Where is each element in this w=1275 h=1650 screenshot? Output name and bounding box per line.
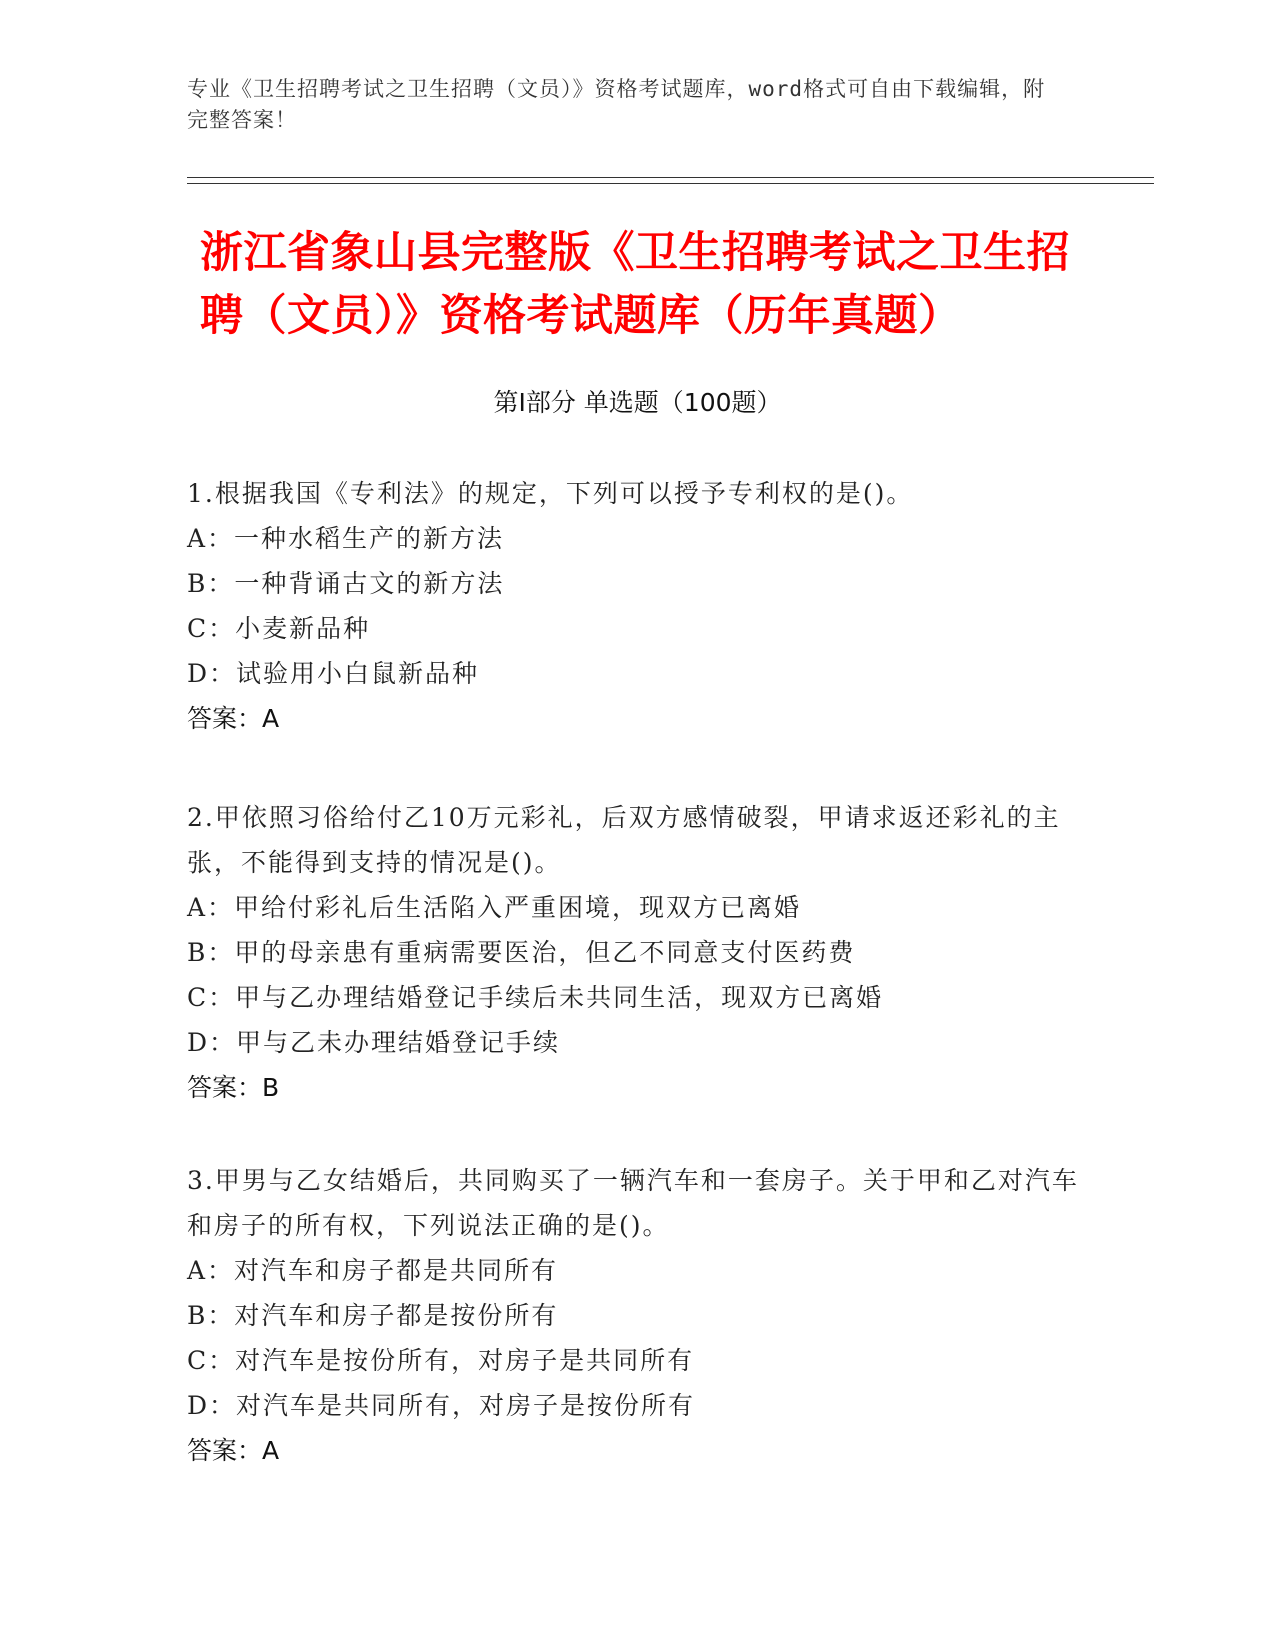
- question-stem: 2.甲依照习俗给付乙10万元彩礼，后双方感情破裂，甲请求返还彩礼的主张，不能得到支持的情况是()。: [187, 803, 1061, 877]
- option-a: A：对汽车和房子都是共同所有: [187, 1256, 559, 1285]
- answer: 答案：A: [187, 704, 280, 733]
- option-c: C：对汽车是按份所有，对房子是共同所有: [187, 1346, 695, 1375]
- question-2: [187, 795, 1087, 1110]
- option-d: D：甲与乙未办理结婚登记手续: [187, 1028, 561, 1057]
- option-b: B：甲的母亲患有重病需要医治，但乙不同意支付医药费: [187, 938, 856, 967]
- header-divider-top: [187, 177, 1154, 178]
- option-b: B：一种背诵古文的新方法: [187, 569, 505, 598]
- option-a: A：甲给付彩礼后生活陷入严重困境，现双方已离婚: [187, 893, 802, 922]
- question-3: [187, 1158, 1087, 1473]
- header-note: 专业《卫生招聘考试之卫生招聘（文员）》资格考试题库，word格式可自由下载编辑，附完整答案！: [187, 77, 1046, 132]
- option-a: A：一种水稻生产的新方法: [187, 524, 505, 553]
- option-b: B：对汽车和房子都是按份所有: [187, 1301, 559, 1330]
- header-divider-bottom: [187, 183, 1154, 184]
- question-stem: 3.甲男与乙女结婚后，共同购买了一辆汽车和一套房子。关于甲和乙对汽车和房子的所有权，下列说法正确的是()。: [187, 1166, 1079, 1240]
- question-stem: 1.根据我国《专利法》的规定，下列可以授予专利权的是()。: [187, 479, 914, 508]
- answer: 答案：B: [187, 1073, 280, 1102]
- option-c: C：甲与乙办理结婚登记手续后未共同生活，现双方已离婚: [187, 983, 884, 1012]
- section-title: 第Ⅰ部分 单选题（100题）: [493, 388, 782, 417]
- question-1: [187, 471, 1087, 741]
- option-d: D：试验用小白鼠新品种: [187, 659, 480, 688]
- document-title: 浙江省象山县完整版《卫生招聘考试之卫生招聘（文员）》资格考试题库（历年真题）: [200, 228, 1070, 341]
- answer: 答案：A: [187, 1436, 280, 1465]
- option-d: D：对汽车是共同所有，对房子是按份所有: [187, 1391, 696, 1420]
- option-c: C：小麦新品种: [187, 614, 371, 643]
